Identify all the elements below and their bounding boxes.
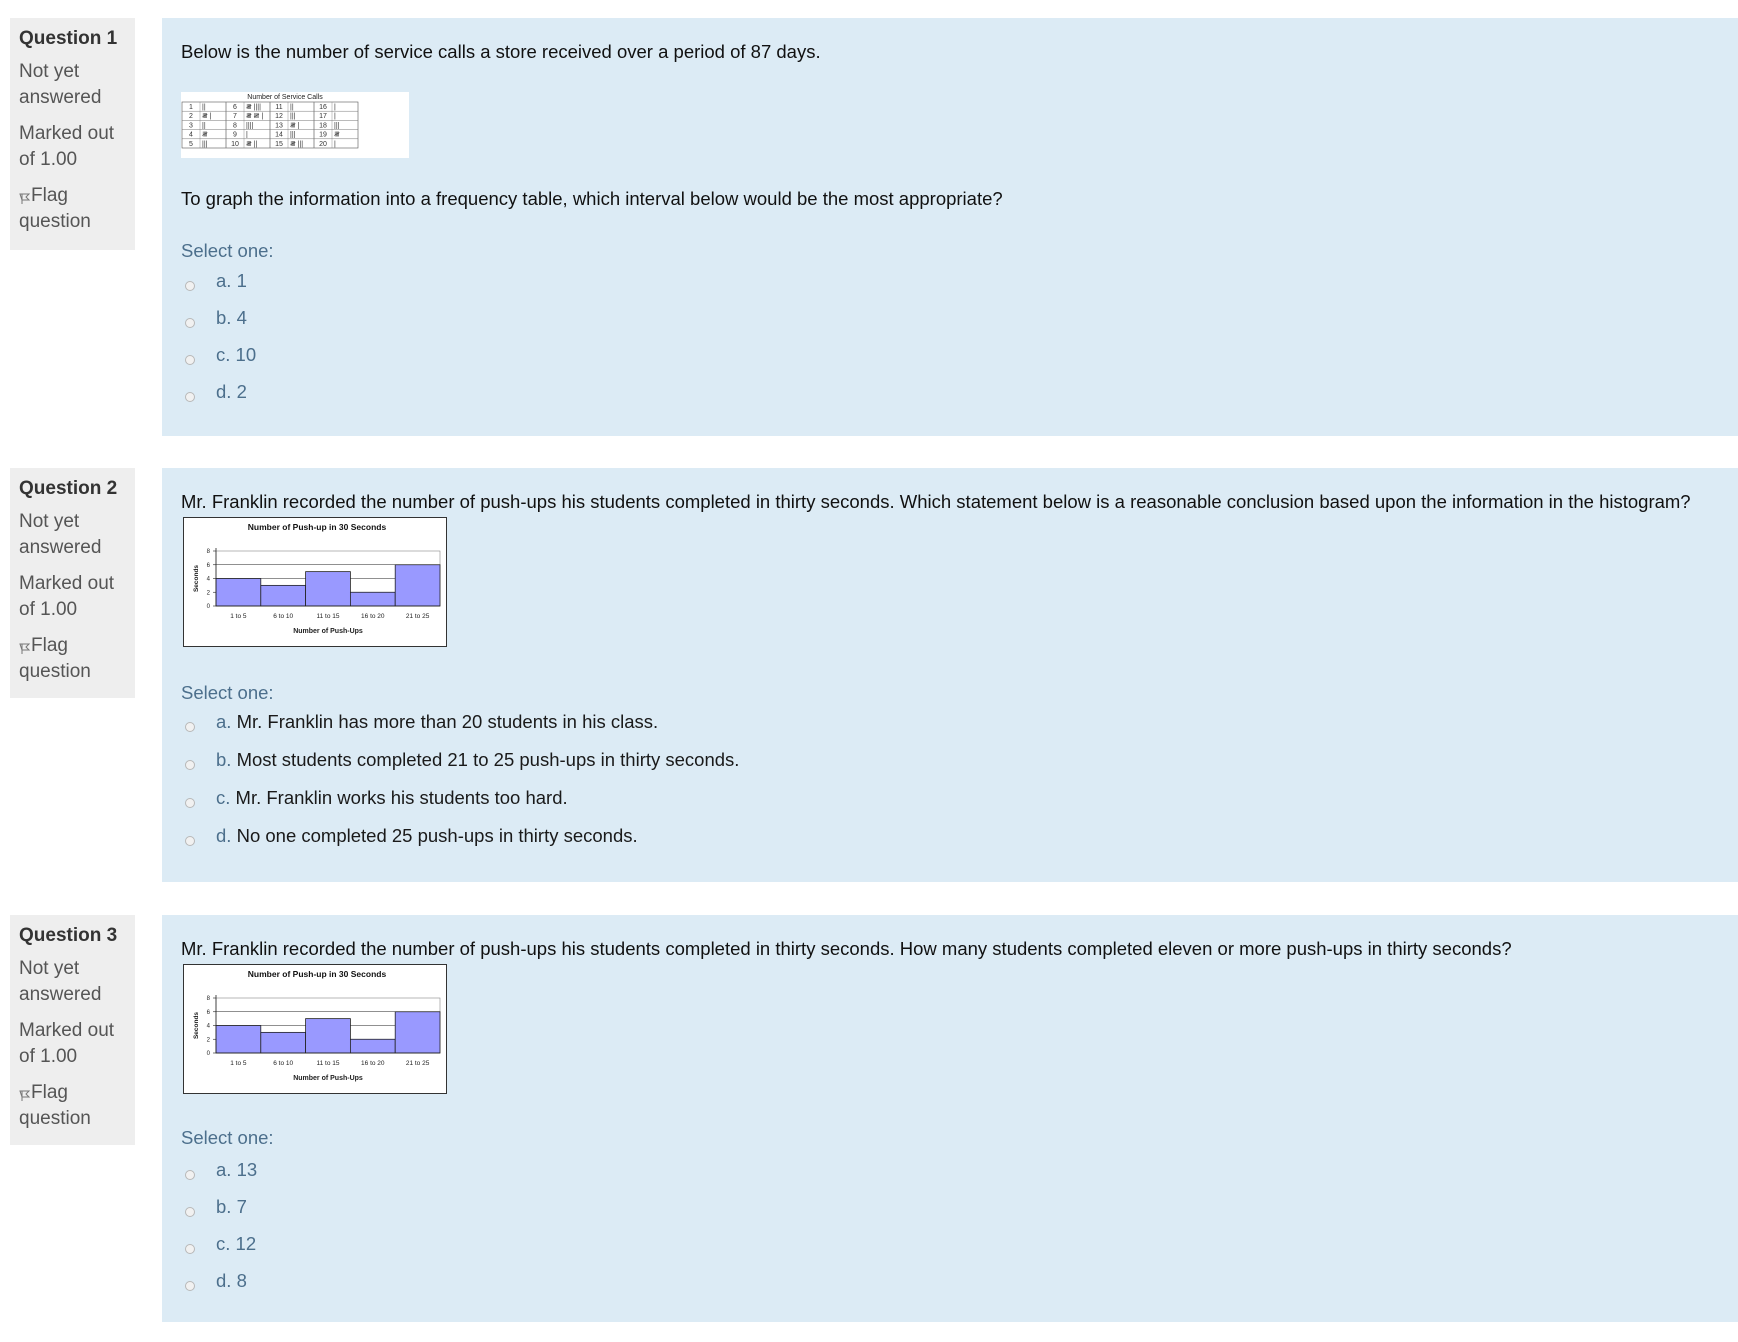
y-tick-label: 2 bbox=[206, 590, 210, 597]
histogram-bar bbox=[350, 1039, 395, 1053]
table-tally-cell: ||| bbox=[202, 140, 208, 148]
question-content-3 bbox=[162, 915, 1738, 1322]
option-label[interactable]: d. 2 bbox=[216, 381, 247, 402]
table-tally-cell: | bbox=[334, 140, 336, 148]
table-day-cell: 7 bbox=[233, 113, 237, 121]
radio-d[interactable] bbox=[185, 836, 195, 846]
table-day-cell: 12 bbox=[275, 113, 283, 121]
x-tick-label: 11 to 15 bbox=[316, 613, 340, 620]
x-tick-label: 21 to 25 bbox=[405, 1060, 430, 1067]
option-label[interactable]: d. No one completed 25 push-ups in thirty seconds. bbox=[216, 825, 638, 846]
option-c[interactable] bbox=[181, 1233, 1681, 1270]
y-tick-label: 4 bbox=[206, 576, 210, 583]
y-tick-label: 4 bbox=[206, 1023, 210, 1030]
x-tick-label: 16 to 20 bbox=[361, 1060, 385, 1067]
option-a[interactable] bbox=[181, 711, 1681, 749]
table-tally-cell: 𝍸 𝍸 | bbox=[246, 113, 264, 121]
table-tally-cell: 𝍸 bbox=[202, 131, 208, 139]
option-d[interactable] bbox=[181, 825, 1681, 863]
flag-label: Flag question bbox=[19, 185, 91, 232]
option-a[interactable] bbox=[181, 1159, 1681, 1196]
table-tally-cell: |||| bbox=[246, 122, 254, 130]
table-tally-cell: ||| bbox=[290, 113, 296, 121]
option-label[interactable]: c. Mr. Franklin works his students too hard. bbox=[216, 787, 568, 808]
table-day-cell: 10 bbox=[231, 140, 239, 148]
y-tick-label: 6 bbox=[206, 1009, 210, 1016]
option-c[interactable] bbox=[181, 787, 1681, 825]
option-b[interactable] bbox=[181, 1196, 1681, 1233]
question-info-3 bbox=[10, 915, 135, 1145]
service-calls-table bbox=[181, 92, 409, 158]
question-number: Question 1 bbox=[19, 28, 118, 49]
select-one-prompt: Select one: bbox=[181, 1127, 274, 1148]
option-label[interactable]: a. 1 bbox=[216, 270, 247, 291]
x-tick-label: 6 to 10 bbox=[273, 1060, 294, 1067]
flag-icon bbox=[19, 190, 31, 204]
table-day-cell: 13 bbox=[275, 122, 283, 130]
table-day-cell: 11 bbox=[275, 104, 283, 111]
x-tick-label: 1 to 5 bbox=[230, 613, 247, 620]
question-number: Question 3 bbox=[19, 925, 118, 946]
flag-icon bbox=[19, 640, 31, 654]
question-content-1 bbox=[162, 18, 1738, 436]
option-c[interactable] bbox=[181, 344, 1681, 381]
histogram-bar bbox=[216, 579, 261, 607]
table-day-cell: 6 bbox=[233, 104, 237, 111]
table-day-cell: 16 bbox=[319, 104, 327, 111]
y-axis-label: Seconds bbox=[193, 564, 200, 593]
table-day-cell: 3 bbox=[189, 122, 193, 130]
histogram-image bbox=[183, 517, 447, 647]
radio-b[interactable] bbox=[185, 760, 195, 770]
table-tally-cell: 𝍸 bbox=[334, 131, 340, 139]
table-tally-cell: || bbox=[202, 122, 206, 130]
y-tick-label: 0 bbox=[206, 604, 210, 611]
histogram-image bbox=[183, 964, 447, 1094]
histogram-bar bbox=[395, 1012, 440, 1053]
push-ups-histogram bbox=[184, 965, 446, 1093]
histogram-bar bbox=[261, 585, 306, 606]
question-state: Not yet answered bbox=[19, 511, 102, 558]
radio-c[interactable] bbox=[185, 355, 195, 365]
histogram-bar bbox=[306, 1019, 351, 1053]
select-one-prompt: Select one: bbox=[181, 682, 274, 703]
radio-c[interactable] bbox=[185, 798, 195, 808]
option-label[interactable]: b. 7 bbox=[216, 1196, 247, 1217]
radio-d[interactable] bbox=[185, 392, 195, 402]
flag-icon bbox=[19, 1087, 31, 1101]
push-ups-histogram bbox=[184, 518, 446, 646]
option-label[interactable]: b. Most students completed 21 to 25 push-ups in thirty seconds. bbox=[216, 749, 740, 770]
histogram-bar bbox=[350, 592, 395, 606]
x-tick-label: 16 to 20 bbox=[361, 613, 385, 620]
table-day-cell: 2 bbox=[189, 113, 193, 121]
table-day-cell: 1 bbox=[189, 104, 193, 111]
histogram-bar bbox=[261, 1032, 306, 1053]
radio-d[interactable] bbox=[185, 1281, 195, 1291]
histogram-bar bbox=[395, 565, 440, 606]
x-axis-label: Number of Push-Ups bbox=[293, 1075, 363, 1082]
option-label[interactable]: b. 4 bbox=[216, 307, 247, 328]
table-tally-cell: 𝍸 | bbox=[202, 113, 212, 121]
answer-list bbox=[181, 1159, 1681, 1307]
table-tally-cell: 𝍸 ||| bbox=[290, 140, 304, 148]
table-tally-cell: ||| bbox=[290, 131, 296, 139]
option-label[interactable]: a. 13 bbox=[216, 1159, 258, 1180]
x-tick-label: 21 to 25 bbox=[405, 613, 430, 620]
flag-label: Flag question bbox=[19, 1082, 91, 1129]
table-tally-cell: || bbox=[202, 104, 206, 111]
flag-question-link[interactable] bbox=[19, 633, 127, 685]
radio-c[interactable] bbox=[185, 1244, 195, 1254]
question-number: Question 2 bbox=[19, 478, 118, 499]
x-tick-label: 11 to 15 bbox=[316, 1060, 340, 1067]
y-tick-label: 8 bbox=[206, 549, 210, 556]
table-tally-cell: 𝍸 || bbox=[246, 140, 258, 148]
y-tick-label: 6 bbox=[206, 562, 210, 569]
table-day-cell: 15 bbox=[275, 140, 283, 148]
y-tick-label: 2 bbox=[206, 1037, 210, 1044]
option-label[interactable]: c. 10 bbox=[216, 344, 257, 365]
option-d[interactable] bbox=[181, 1270, 1681, 1307]
radio-a[interactable] bbox=[185, 722, 195, 732]
x-axis-label: Number of Push-Ups bbox=[293, 628, 363, 635]
question-text: Mr. Franklin recorded the number of push-ups his students completed in thirty seconds. How many students completed eleven or more push-ups in thirty seconds? bbox=[181, 938, 1512, 959]
table-day-cell: 5 bbox=[189, 140, 193, 148]
question-text: Below is the number of service calls a store received over a period of 87 days. bbox=[181, 41, 821, 62]
table-tally-cell: 𝍸 |||| bbox=[246, 104, 261, 111]
question-grade: Marked out of 1.00 bbox=[19, 1020, 115, 1067]
question-grade: Marked out of 1.00 bbox=[19, 123, 115, 170]
histogram-bar bbox=[306, 572, 351, 606]
option-label[interactable]: a. Mr. Franklin has more than 20 students in his class. bbox=[216, 711, 659, 732]
question-state: Not yet answered bbox=[19, 61, 102, 108]
y-tick-label: 0 bbox=[206, 1051, 210, 1058]
table-tally-cell: | bbox=[246, 131, 248, 139]
option-d[interactable] bbox=[181, 381, 1681, 418]
chart-title: Number of Push-up in 30 Seconds bbox=[247, 522, 387, 532]
question-info-2 bbox=[10, 468, 135, 698]
option-a[interactable] bbox=[181, 270, 1681, 307]
table-day-cell: 14 bbox=[275, 131, 283, 139]
radio-a[interactable] bbox=[185, 281, 195, 291]
question-text-2: To graph the information into a frequency table, which interval below would be the most appropriate? bbox=[181, 188, 1003, 209]
table-title: Number of Service Calls bbox=[247, 94, 323, 101]
table-day-cell: 4 bbox=[189, 131, 193, 139]
table-day-cell: 18 bbox=[319, 122, 327, 130]
radio-a[interactable] bbox=[185, 1170, 195, 1180]
table-tally-cell: 𝍸 | bbox=[290, 122, 300, 130]
question-text: Mr. Franklin recorded the number of push-ups his students completed in thirty seconds. Which statement below is a reasonable conclusion based upon the information in the histogram? bbox=[181, 491, 1691, 512]
option-b[interactable] bbox=[181, 749, 1681, 787]
table-tally-cell: || bbox=[290, 104, 294, 111]
question-content-2 bbox=[162, 468, 1738, 882]
table-day-cell: 20 bbox=[319, 140, 327, 148]
table-day-cell: 8 bbox=[233, 122, 237, 130]
flag-label: Flag question bbox=[19, 635, 91, 682]
answer-list bbox=[181, 270, 1681, 418]
select-one-prompt: Select one: bbox=[181, 240, 274, 261]
y-tick-label: 8 bbox=[206, 996, 210, 1003]
flag-question-link[interactable] bbox=[19, 183, 127, 235]
table-day-cell: 17 bbox=[319, 113, 327, 121]
table-tally-cell: | bbox=[334, 113, 336, 121]
histogram-bar bbox=[216, 1026, 261, 1054]
table-tally-cell: ||| bbox=[334, 122, 340, 130]
question-info-1 bbox=[10, 18, 135, 250]
table-day-cell: 9 bbox=[233, 131, 237, 139]
question-state: Not yet answered bbox=[19, 958, 102, 1005]
option-label[interactable]: d. 8 bbox=[216, 1270, 247, 1291]
option-b[interactable] bbox=[181, 307, 1681, 344]
option-label[interactable]: c. 12 bbox=[216, 1233, 257, 1254]
service-calls-table-image bbox=[181, 92, 409, 158]
radio-b[interactable] bbox=[185, 1207, 195, 1217]
answer-list bbox=[181, 711, 1681, 863]
table-tally-cell: | bbox=[334, 104, 336, 111]
radio-b[interactable] bbox=[185, 318, 195, 328]
flag-question-link[interactable] bbox=[19, 1080, 127, 1132]
x-tick-label: 6 to 10 bbox=[273, 613, 294, 620]
question-grade: Marked out of 1.00 bbox=[19, 573, 115, 620]
x-tick-label: 1 to 5 bbox=[230, 1060, 247, 1067]
y-axis-label: Seconds bbox=[193, 1011, 200, 1040]
table-day-cell: 19 bbox=[319, 131, 327, 139]
chart-title: Number of Push-up in 30 Seconds bbox=[247, 969, 387, 979]
